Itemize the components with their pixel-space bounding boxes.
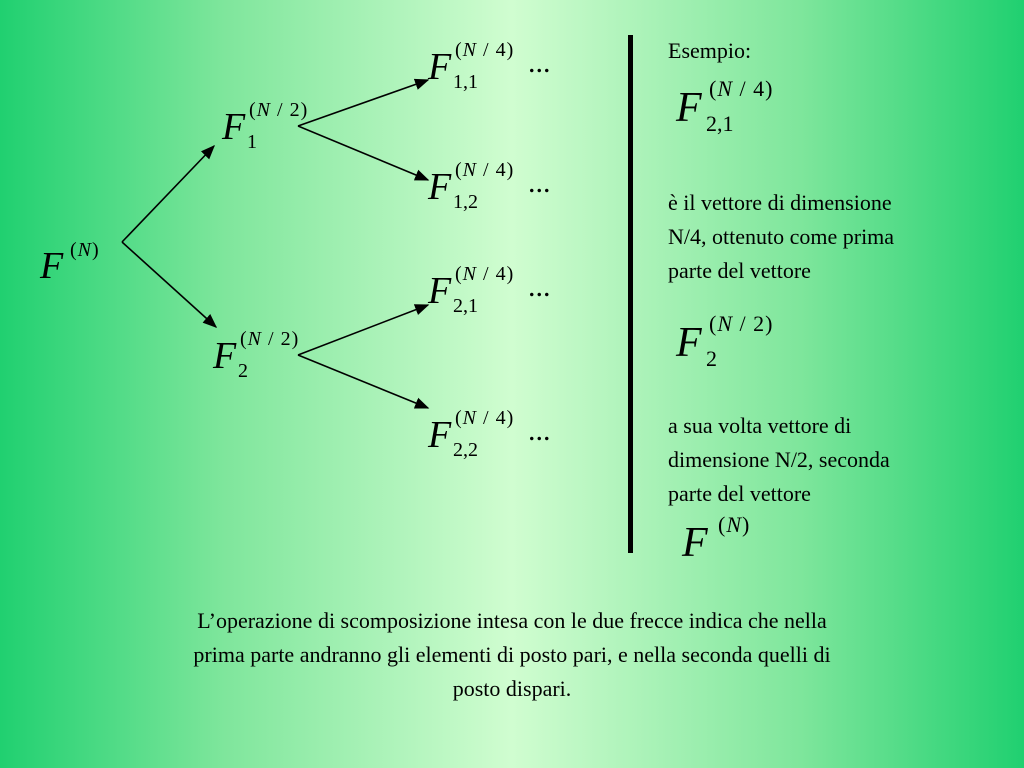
arrow-root-to-f2	[122, 242, 216, 327]
node-exponent: (N / 2)	[249, 99, 309, 121]
example-paragraph-2	[668, 409, 890, 511]
node-exponent: (N / 4)	[455, 263, 515, 285]
tree-node-f22: F (N / 4) 2,2 ...	[428, 407, 551, 461]
example-formula-f2: F (N / 2) 2	[676, 311, 774, 371]
example-paragraph-1	[668, 186, 894, 288]
tree-root-node	[40, 239, 100, 287]
paragraph-line: dimensione N/2, seconda	[668, 447, 890, 472]
arrow-f1-to-f11	[298, 80, 428, 126]
slide-caption	[60, 604, 964, 706]
example-formula-f21: F (N / 4) 2,1	[676, 76, 774, 136]
arrow-f2-to-f21	[298, 305, 428, 355]
caption-line: prima parte andranno gli elementi di posto pari, e nella seconda quelli di	[193, 642, 831, 667]
vertical-divider	[628, 35, 633, 553]
example-formula-fn: F (N)	[682, 512, 751, 566]
node-subscript: 1,1	[453, 71, 478, 93]
caption-line: posto dispari.	[452, 676, 572, 701]
formula-exponent: (N / 2)	[709, 311, 774, 336]
root-base: F	[40, 245, 64, 287]
tree-node-f21: F (N / 4) 2,1 ...	[428, 263, 551, 317]
paragraph-line: parte del vettore	[668, 481, 811, 506]
paragraph-line: parte del vettore	[668, 258, 811, 283]
caption-line: L’operazione di scomposizione intesa con le due frecce indica che nella	[197, 608, 827, 633]
continuation-dots: ...	[528, 46, 551, 79]
continuation-dots: ...	[528, 414, 551, 447]
continuation-dots: ...	[528, 270, 551, 303]
arrow-f2-to-f22	[298, 355, 428, 408]
paragraph-line: è il vettore di dimensione	[668, 190, 892, 215]
node-subscript: 1,2	[453, 191, 478, 213]
continuation-dots: ...	[528, 166, 551, 199]
formula-exponent: (N)	[718, 512, 751, 537]
tree-node-f11: F (N / 4) 1,1 ...	[428, 39, 551, 93]
arrow-root-to-f1	[122, 146, 214, 242]
node-exponent: (N / 4)	[455, 159, 515, 181]
root-exponent: (N)	[70, 239, 100, 261]
example-heading: Esempio:	[668, 38, 752, 63]
node-subscript: 1	[247, 131, 257, 153]
tree-node-f2: F (N / 2) 2	[213, 328, 300, 382]
paragraph-line: N/4, ottenuto come prima	[668, 224, 895, 249]
formula-subscript: 2,1	[706, 111, 734, 136]
arrow-f1-to-f12	[298, 126, 428, 180]
formula-exponent: (N / 4)	[709, 76, 774, 101]
tree-node-f1: F (N / 2) 1	[222, 99, 309, 153]
node-exponent: (N / 4)	[455, 39, 515, 61]
tree-node-f12: F (N / 4) 1,2 ...	[428, 159, 551, 213]
node-exponent: (N / 4)	[455, 407, 515, 429]
node-exponent: (N / 2)	[240, 328, 300, 350]
formula-subscript: 2	[706, 346, 717, 371]
paragraph-line: a sua volta vettore di	[668, 413, 852, 438]
node-subscript: 2,1	[453, 295, 478, 317]
node-subscript: 2,2	[453, 439, 478, 461]
node-subscript: 2	[238, 360, 248, 382]
